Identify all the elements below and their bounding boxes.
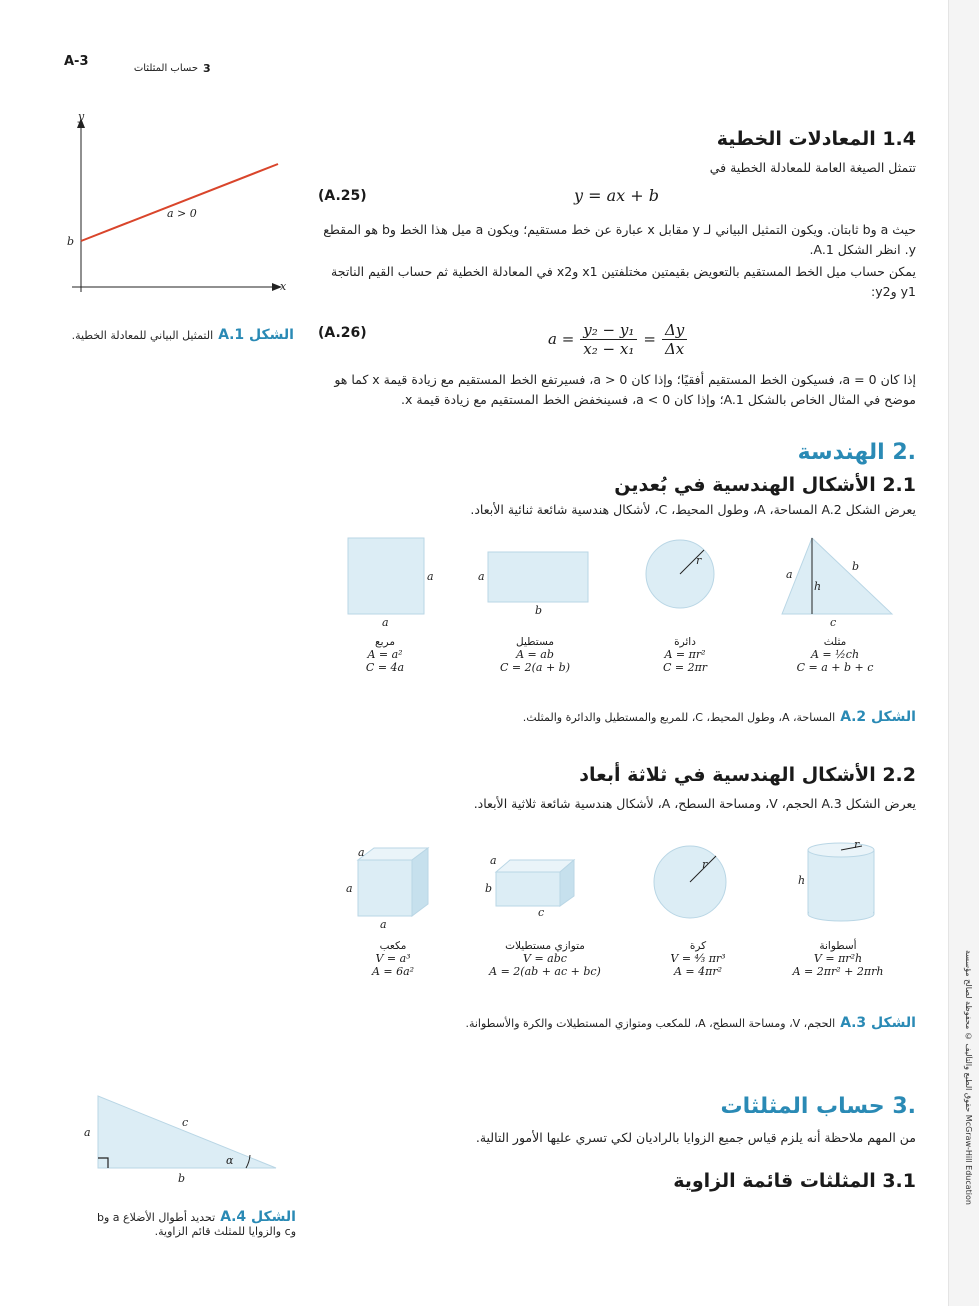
triangle-side-a: a xyxy=(84,1126,91,1139)
section-1-4-p1: حيث a وb ثابتان. ويكون التمثيل البياني لـ y مقابل x عبارة عن خط مستقيم؛ ويكون a ميل هذا الخط وb هو المقطع y. انظر الشكل A.1. xyxy=(323,222,916,257)
triangle-side-b: b xyxy=(178,1172,186,1185)
shape-3d-prism-info xyxy=(480,940,610,978)
eq-a25: y = ax + b xyxy=(574,186,659,205)
prism-edge-3: c xyxy=(538,906,545,919)
shape-volume-formula: V = ⁴⁄₃ πr³ xyxy=(670,952,726,965)
shape-2d-square-info xyxy=(340,636,430,674)
shape-perimeter-formula: C = 4a xyxy=(365,661,405,674)
section-1-4-title: 1.4 المعادلات الخطية xyxy=(716,128,916,150)
shape-area-formula: A = ab xyxy=(516,648,554,661)
eq-a26-numerator: y₂ − y₁ xyxy=(580,321,637,340)
shape-2d-triangle-info xyxy=(780,636,890,674)
shape-volume-formula: V = a³ xyxy=(375,952,411,965)
shape-name: مكعب xyxy=(379,940,407,952)
caption-label: الشكل 2.A xyxy=(840,709,916,725)
square-side-a: a xyxy=(427,570,434,583)
slope-label: a > 0 xyxy=(167,207,197,220)
section-1-4-intro: تتمثل الصيغة العامة للمعادلة الخطية في xyxy=(709,160,916,175)
shape-name: مثلث xyxy=(823,636,847,648)
figure-2a-caption xyxy=(320,706,916,725)
eq-a26-fraction xyxy=(580,321,637,358)
figure-3a-shapes xyxy=(330,838,910,938)
shape-volume-formula: V = abc xyxy=(523,952,567,965)
eq-a26-number: (A.26) xyxy=(318,325,367,341)
shape-volume-formula: V = πr²h xyxy=(813,952,863,965)
eq-a26-delta-fraction xyxy=(662,321,687,358)
shape-area-formula: A = a² xyxy=(367,648,403,661)
rectangle-side-a: a xyxy=(478,570,485,583)
shape-surface-formula: A = 6a² xyxy=(371,965,415,978)
shape-3d-sphere-info xyxy=(648,940,748,978)
caption-label: الشكل 1.A xyxy=(218,327,294,343)
rectangle-side-b: b xyxy=(535,604,543,617)
shape-name: مستطيل xyxy=(516,636,554,648)
square-shape xyxy=(348,538,424,614)
triangle-side-c: c xyxy=(830,616,837,629)
rectangle-shape xyxy=(488,552,588,602)
section-2-1-intro: يعرض الشكل A.2 المساحة، A، وطول المحيط، C، لأشكال هندسية شائعة ثنائية الأبعاد. xyxy=(470,502,916,517)
section-2-1-title: 2.1 الأشكال الهندسية في بُعدين xyxy=(614,474,916,496)
cylinder-shape xyxy=(808,843,874,921)
caption-text: المساحة، A، وطول المحيط، C، للمربع والمستطيل والدائرة والمثلث. xyxy=(522,711,836,724)
eq-a26-equals: = xyxy=(643,330,656,348)
chapter-title: حساب المثلثات xyxy=(133,63,198,74)
section-3-intro: من المهم ملاحظة أنه يلزم قياس جميع الزوايا بالراديان لكي تسري عليها الأمور التالية. xyxy=(475,1130,916,1145)
sphere-radius: r xyxy=(702,858,708,871)
triangle-side-a: a xyxy=(786,568,793,581)
shape-3d-cylinder-info xyxy=(776,940,900,978)
figure-4a-caption xyxy=(60,1206,296,1238)
copyright-vertical-text: حقوق الطبع والتأليف © محفوظة لصالح مؤسسة McGraw-Hill Education xyxy=(964,950,973,1205)
section-2-2-title: 2.2 الأشكال الهندسية في ثلاثة أبعاد xyxy=(579,764,916,786)
section-2-title: .2 الهندسة xyxy=(797,440,916,465)
prism-edge-1: a xyxy=(490,854,497,867)
shape-area-formula: A = πr² xyxy=(664,648,706,661)
shape-area-formula: A = ½ch xyxy=(810,648,860,661)
section-2-2-intro: يعرض الشكل A.3 الحجم، V، ومساحة السطح، A، لأشكال هندسية شائعة ثلاثية الأبعاد. xyxy=(473,796,916,811)
caption-text: التمثيل البياني للمعادلة الخطية. xyxy=(71,329,214,342)
caption-text-2: وc والزوايا للمثلث قائم الزاوية. xyxy=(154,1225,296,1238)
page-number: A-3 xyxy=(64,54,89,69)
shape-2d-circle-info xyxy=(640,636,730,674)
intercept-label: b xyxy=(67,235,75,248)
shape-surface-formula: A = 4πr² xyxy=(673,965,723,978)
chapter-number: 3 xyxy=(203,62,211,75)
figure-1a-caption xyxy=(60,324,294,343)
shape-perimeter-formula: C = a + b + c xyxy=(796,661,874,674)
caption-label: الشكل 4.A xyxy=(220,1209,296,1225)
cube-shape xyxy=(358,848,428,916)
eq-a26-delta-denominator: Δx xyxy=(664,339,685,358)
section-1-4-p3: إذا كان a = 0، فسيكون الخط المستقيم أفقيًا؛ وإذا كان a > 0، فسيرتفع الخط المستقيم مع زيادة قيمة x كما هو موضح في المثال الخاص بالشكل A.1؛ وإذا كان a < 0، فسينخفض الخط المستقيم مع زيادة قيمة x. xyxy=(334,372,916,407)
cube-edge-2: a xyxy=(346,882,353,895)
shape-name: مربع xyxy=(375,636,395,648)
figure-1a-graph xyxy=(62,112,290,302)
figure-4a-right-triangle xyxy=(78,1090,288,1188)
shape-name: متوازي مستطيلات xyxy=(505,940,585,952)
prism-shape xyxy=(496,860,574,906)
figure-3a-caption xyxy=(320,1012,916,1031)
eq-a26-lhs: a = xyxy=(548,330,575,348)
shape-surface-formula: A = 2πr² + 2πrh xyxy=(792,965,884,978)
x-axis-label: x xyxy=(280,280,287,293)
cube-edge-3: a xyxy=(380,918,387,931)
section-3-1-title: 3.1 المثلثات قائمة الزاوية xyxy=(673,1170,916,1192)
eq-a26 xyxy=(548,316,687,362)
y-axis-label: y xyxy=(78,112,85,123)
caption-label: الشكل 3.A xyxy=(840,1015,916,1031)
eq-a26-delta-numerator: Δy xyxy=(662,321,687,340)
triangle-side-b: b xyxy=(852,560,860,573)
shape-perimeter-formula: C = 2πr xyxy=(662,661,708,674)
triangle-angle-alpha: α xyxy=(226,1154,234,1167)
cylinder-radius: r xyxy=(854,838,860,851)
eq-a26-denominator: x₂ − x₁ xyxy=(583,339,635,358)
triangle-shape xyxy=(782,538,892,614)
shape-name: دائرة xyxy=(674,636,696,648)
shape-surface-formula: A = 2(ab + ac + bc) xyxy=(489,965,601,978)
cylinder-height: h xyxy=(798,874,806,887)
section-1-4-p2: يمكن حساب ميل الخط المستقيم بالتعويض بقيمتين مختلفتين x1 وx2 في المعادلة الخطية ثم حساب القيم الناتجة y1 وy2: xyxy=(331,264,916,299)
figure-2a-shapes xyxy=(330,530,910,630)
prism-edge-2: b xyxy=(485,882,493,895)
triangle-height: h xyxy=(814,580,822,593)
shape-perimeter-formula: C = 2(a + b) xyxy=(499,661,571,674)
shape-name: أسطوانة xyxy=(819,940,857,952)
cube-edge-1: a xyxy=(358,846,365,859)
circle-radius: r xyxy=(696,554,702,567)
shape-2d-rectangle-info xyxy=(480,636,590,674)
triangle-side-c: c xyxy=(182,1116,189,1129)
shape-name: كرة xyxy=(689,940,707,952)
shape-3d-cube-info xyxy=(348,940,438,978)
square-side-b: a xyxy=(382,616,389,629)
caption-text: الحجم، V، ومساحة السطح، A، للمكعب ومتوازي المستطيلات والكرة والأسطوانة. xyxy=(465,1017,836,1030)
section-3-title: .3 حساب المثلثات xyxy=(720,1094,916,1119)
eq-a25-number: (A.25) xyxy=(318,188,367,204)
caption-text-1: تحديد أطوال الأضلاع a وb xyxy=(97,1211,216,1224)
